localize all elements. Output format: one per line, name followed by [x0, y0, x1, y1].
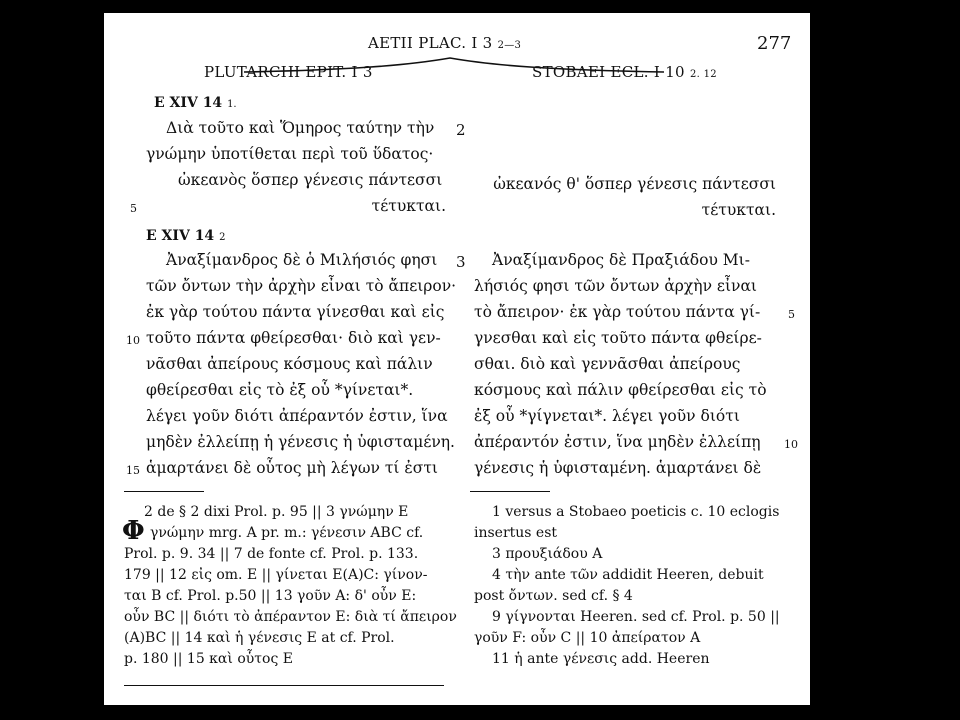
left-section-label-2: [146, 229, 225, 243]
left-text-line: τῶν ὄντων τὴν ἀρχὴν εἶναι τὸ ἄπειρον·: [146, 277, 457, 295]
right-text-line: γνεσθαι καὶ εἰς τοῦτο πάντα φθείρε-: [474, 329, 762, 347]
footnote-line: 179 || 12 εἰς om. E || γίνεται E(A)C: γίνον-: [124, 567, 428, 583]
line-number: 15: [126, 464, 140, 477]
right-text-line: λήσιός φησι τῶν ὄντων ἀρχὴν εἶναι: [474, 277, 757, 295]
footnote-line: ται B cf. Prol. p.50 || 13 γοῦν A: δ' οὖν E:: [124, 588, 417, 604]
footnote-line: p. 180 || 15 καὶ οὗτος E: [124, 651, 293, 667]
right-text-line: ἀπέραντόν ἐστιν, ἵνα μηδὲν ἐλλείπῃ: [474, 433, 761, 451]
line-number: 5: [130, 202, 137, 215]
line-number: 3: [456, 253, 466, 271]
footnote-line: 9 γίγνονται Heeren. sed cf. Prol. p. 50 ||: [492, 609, 780, 625]
right-text-line: Ἀναξίμανδρος δὲ Πραξιάδου Μι-: [492, 251, 750, 269]
right-text-line: σθαι. διὸ καὶ γεννᾶσθαι ἀπείρους: [474, 355, 741, 373]
right-text-line: ἐξ οὗ *γίγνεται*. λέγει γοῦν διότι: [474, 407, 740, 425]
right-text-line: κόσμους καὶ πάλιν φθείρεσθαι εἰς τὸ: [474, 381, 767, 399]
footnote-rule-left: [124, 491, 204, 492]
right-text-line: γένεσις ἡ ὑφισταμένη. ἁμαρτάνει δὲ: [474, 459, 762, 477]
right-text-line: ὠκεανός θ' ὅσπερ γένεσις πάντεσσι: [493, 175, 776, 193]
left-section-label-2-sub: 2: [219, 232, 226, 243]
line-number: 2: [456, 121, 466, 139]
bottom-rule: [124, 685, 444, 686]
right-text-line: τέτυκται.: [701, 201, 776, 219]
left-text-line: μηδὲν ἐλλείπῃ ἡ γένεσις ἡ ὑφισταμένη.: [146, 433, 455, 451]
left-text-line: λέγει γοῦν διότι ἀπέραντόν ἐστιν, ἵνα: [146, 407, 448, 425]
footnote-line: Prol. p. 9. 34 || 7 de fonte cf. Prol. p. 133.: [124, 546, 419, 562]
line-number: 10: [784, 438, 798, 451]
footnote-line: γοῦν F: οὖν C || 10 ἀπείρατον A: [474, 630, 701, 646]
footnote-line: οὖν BC || διότι τὸ ἀπέραντον E: διὰ τί ἄπειρον: [124, 609, 457, 625]
footnote-line: 2 de § 2 dixi Prol. p. 95 || 3 γνώμην E: [144, 504, 409, 520]
library-stamp-icon: Φ: [122, 516, 145, 546]
book-page: [104, 13, 810, 705]
left-text-line: ἁμαρτάνει δὲ οὗτος μὴ λέγων τί ἐστι: [146, 459, 438, 477]
right-source-text: STOBAEI ECL. I 10: [532, 63, 685, 81]
right-source-sub: 2. 12: [689, 69, 717, 80]
line-number: 10: [126, 334, 140, 347]
left-text-line: ὠκεανὸς ὅσπερ γένεσις πάντεσσι: [178, 171, 443, 189]
running-title-sub: 2—3: [497, 40, 522, 51]
left-section-label-1-text: E XIV 14: [154, 95, 223, 111]
left-section-label-2-text: E XIV 14: [146, 228, 215, 244]
right-text-line: τὸ ἄπειρον· ἐκ γὰρ τούτου πάντα γί-: [474, 303, 761, 321]
left-text-line: φθείρεσθαι εἰς τὸ ἐξ οὗ *γίνεται*.: [146, 381, 414, 399]
running-title-text: AETII PLAC. I 3: [368, 34, 493, 52]
left-text-line: τέτυκται.: [371, 197, 446, 215]
footnote-rule-right: [470, 491, 550, 492]
page-number: 277: [757, 33, 792, 54]
left-section-label-1: [154, 96, 237, 110]
left-text-line: Ἀναξίμανδρος δὲ ὁ Μιλήσιός φησι: [166, 251, 438, 269]
left-text-line: γνώμην ὑποτίθεται περὶ τοῦ ὕδατος·: [146, 145, 434, 163]
footnote-line: post ὄντων. sed cf. § 4: [474, 588, 633, 604]
footnote-line: 11 ἡ ante γένεσις add. Heeren: [492, 651, 710, 667]
left-text-line: Διὰ τοῦτο καὶ Ὅμηρος ταύτην τὴν: [166, 119, 435, 137]
left-text-line: νᾶσθαι ἀπείρους κόσμους καὶ πάλιν: [146, 355, 433, 373]
left-text-line: τοῦτο πάντα φθείρεσθαι· διὸ καὶ γεν-: [146, 329, 441, 347]
left-section-label-1-sub: 1.: [227, 99, 237, 110]
footnote-line: γνώμην mrg. A pr. m.: γένεσιν ABC cf.: [150, 525, 424, 541]
line-number: 5: [788, 308, 795, 321]
left-source-heading: PLUTARCHI EPIT. I 3: [204, 63, 373, 81]
left-text-line: ἐκ γὰρ τούτου πάντα γίνεσθαι καὶ εἰς: [146, 303, 445, 321]
footnote-line: 3 προυξιάδου A: [492, 546, 603, 562]
right-source-heading: [532, 65, 717, 80]
footnote-line: insertus est: [474, 525, 558, 541]
footnote-line: (A)BC || 14 καὶ ἡ γένεσις E at cf. Prol.: [124, 630, 395, 646]
footnote-line: 1 versus a Stobaeo poeticis c. 10 eclogis: [492, 504, 780, 520]
footnote-line: 4 τὴν ante τῶν addidit Heeren, debuit: [492, 567, 764, 583]
